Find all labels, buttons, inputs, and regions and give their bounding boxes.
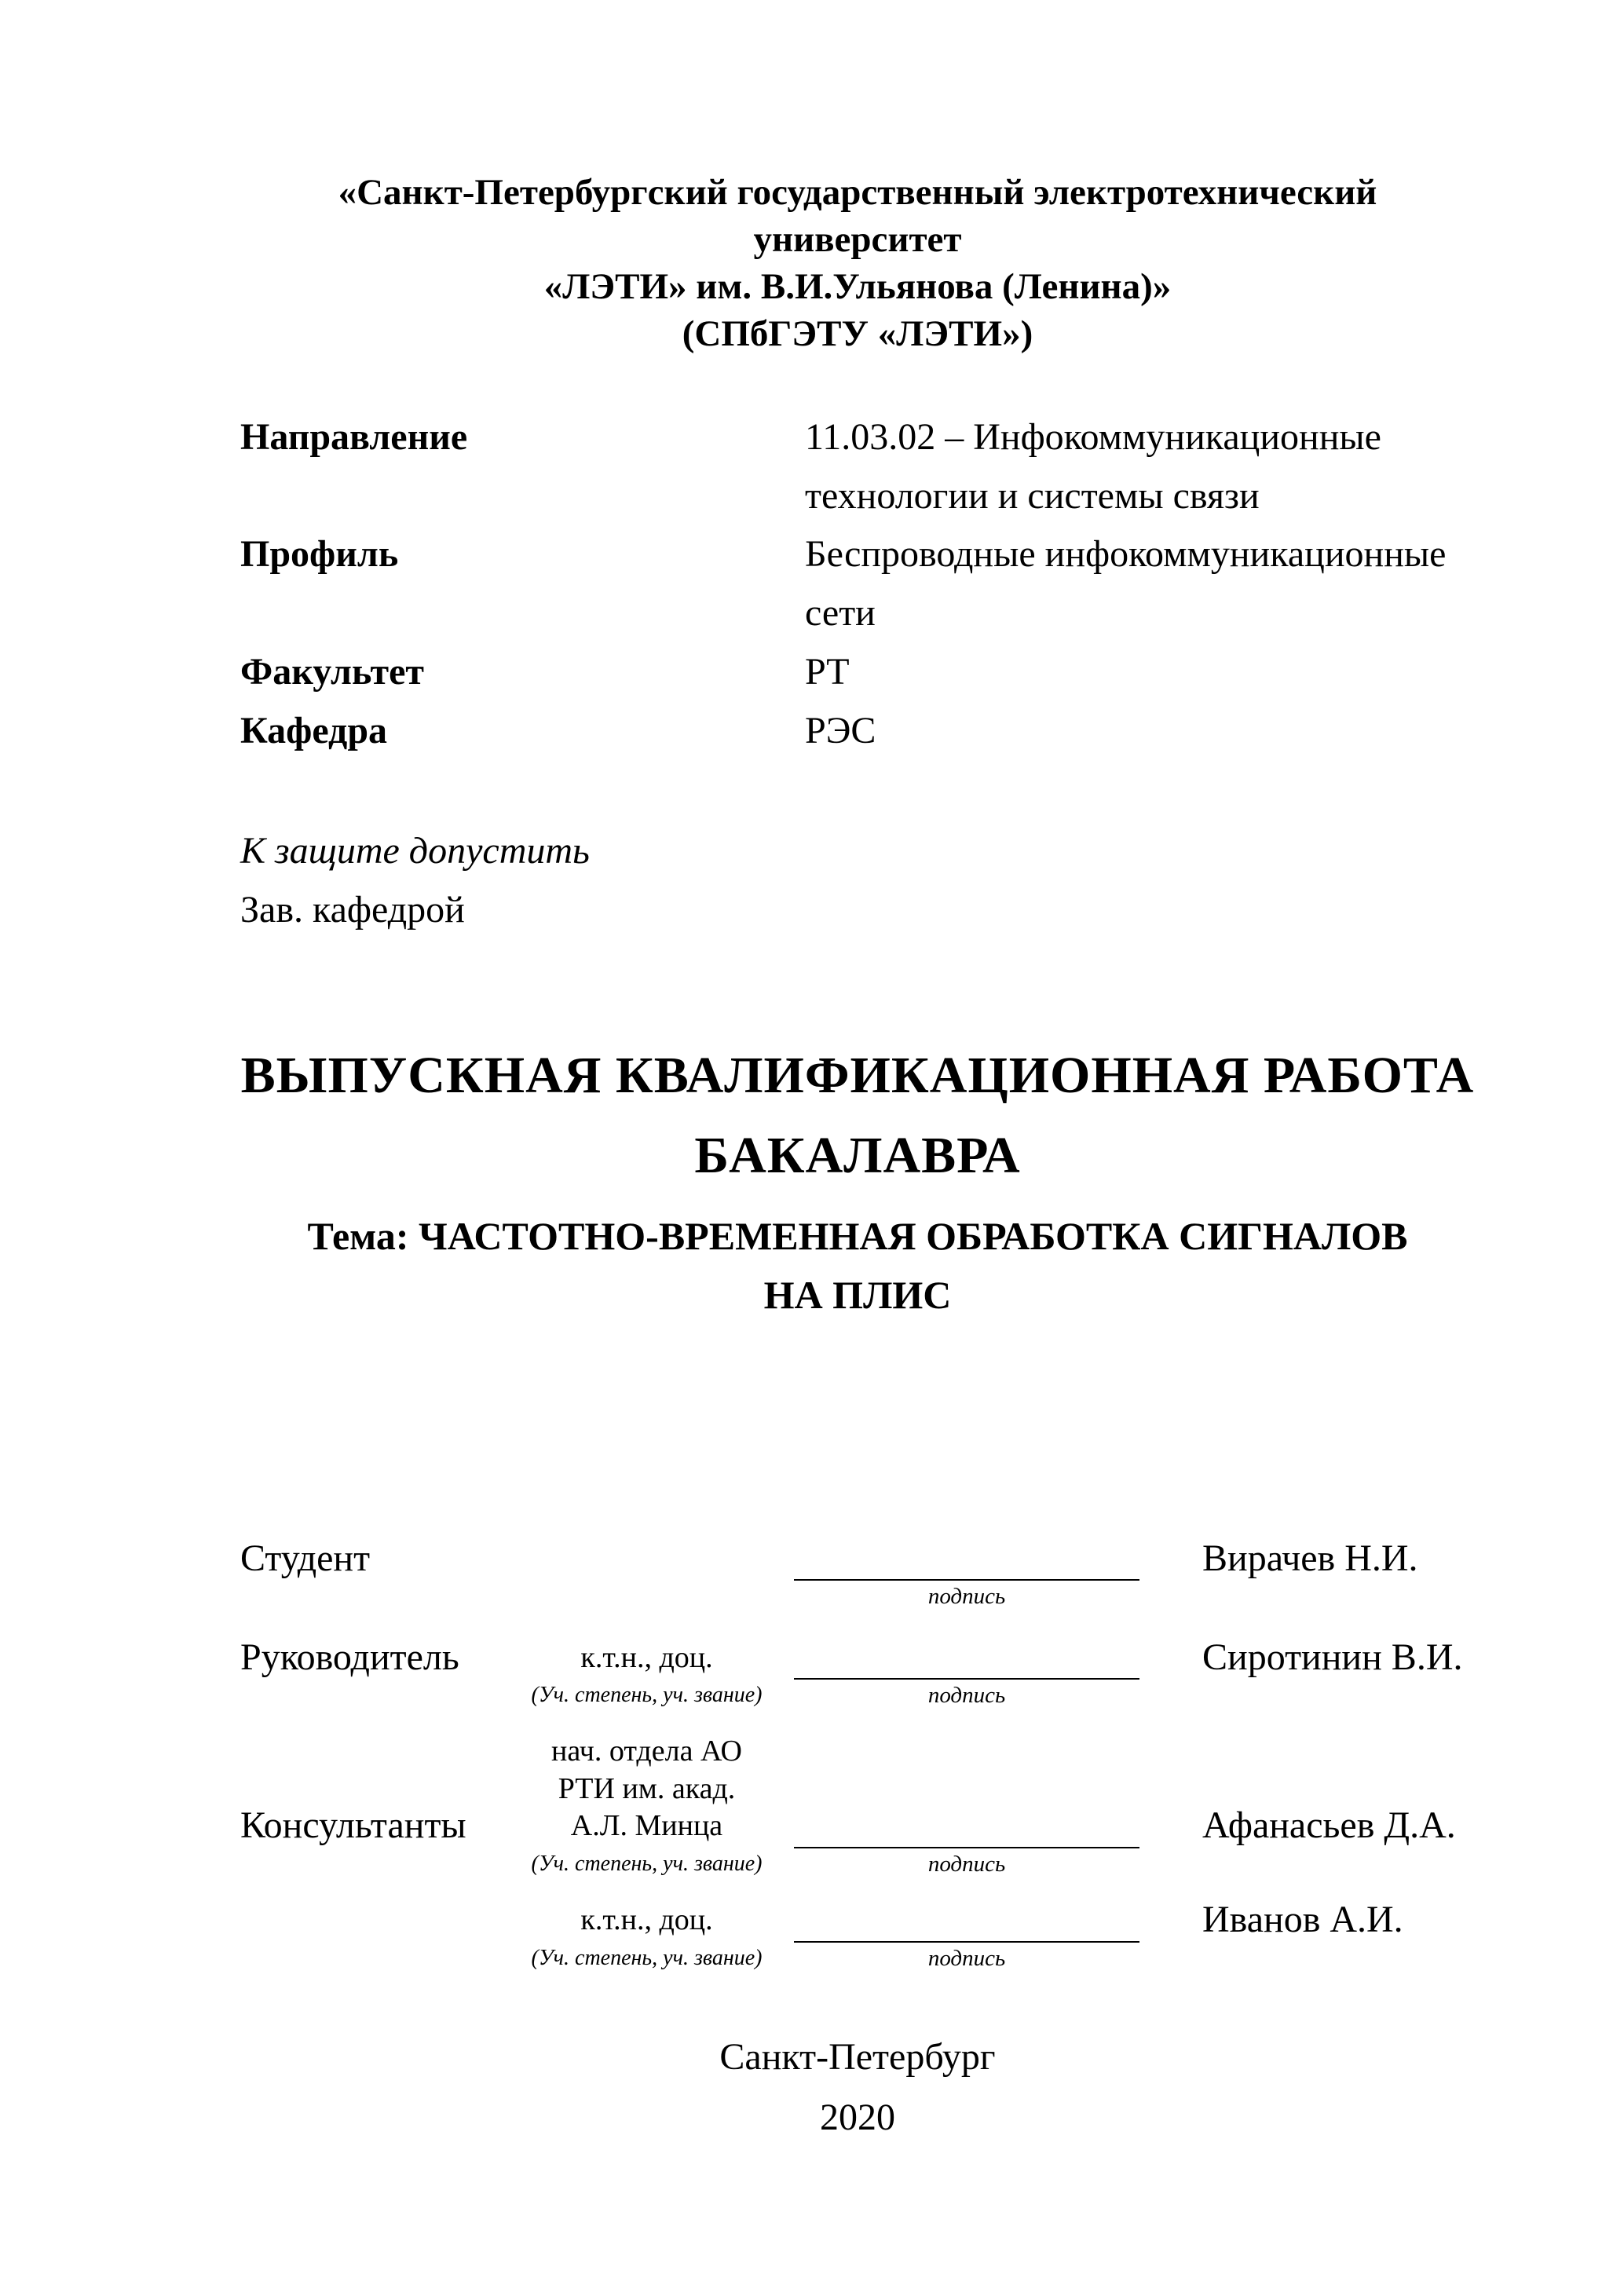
university-name-line1: «Санкт-Петербургский государственный электротехнический университет	[338, 172, 1377, 261]
program-info	[240, 408, 1475, 761]
approval-head-of-department: Зав. кафедрой	[240, 888, 465, 930]
department-value: РЭС	[805, 710, 876, 751]
profile-label: Профиль	[240, 533, 399, 576]
signature-row-consultant-2	[240, 1897, 1475, 1971]
consultant1-name: Афанасьев Д.А.	[1202, 1804, 1456, 1847]
signature-line	[794, 1897, 1139, 1971]
signature-line	[794, 1535, 1139, 1610]
department-label: Кафедра	[240, 710, 388, 751]
degree-note: (Уч. степень, уч. звание)	[531, 1683, 763, 1708]
supervisor-degree-cell	[499, 1640, 794, 1708]
city-label: Санкт-Петербург	[719, 2035, 996, 2078]
signature-caption: подпись	[927, 1683, 1006, 1709]
consultant2-degree: к.т.н., доц.	[580, 1903, 713, 1937]
signature-caption: подпись	[927, 1945, 1006, 1971]
approval-permission-text: К защите допустить	[240, 829, 590, 872]
work-title-line2: БАКАЛАВРА	[694, 1126, 1021, 1184]
footer-block	[240, 2027, 1475, 2148]
program-row-faculty	[240, 643, 1475, 702]
work-title-block	[240, 1036, 1475, 1325]
role-label-supervisor: Руководитель	[240, 1636, 459, 1678]
approval-block	[240, 822, 1475, 940]
program-row-direction	[240, 408, 1475, 526]
signature-line	[794, 1803, 1139, 1877]
consultant1-degree: нач. отдела АО РТИ им. акад. А.Л. Минца	[551, 1735, 742, 1843]
direction-value: 11.03.02 – Инфокоммуникационные технологии и системы связи	[805, 415, 1381, 517]
signature-line	[794, 1634, 1139, 1709]
program-row-department	[240, 702, 1475, 761]
consultant1-degree-cell	[499, 1733, 794, 1876]
work-topic: Тема: ЧАСТОТНО-ВРЕМЕННАЯ ОБРАБОТКА СИГНАЛОВ НА ПЛИС	[307, 1214, 1408, 1318]
student-name: Вирачев Н.И.	[1202, 1537, 1418, 1579]
degree-note: (Уч. степень, уч. звание)	[531, 1851, 763, 1876]
degree-cell-empty	[499, 1578, 794, 1581]
supervisor-name: Сиротинин В.И.	[1202, 1636, 1463, 1678]
program-row-profile	[240, 525, 1475, 643]
signature-caption: подпись	[927, 1851, 1006, 1877]
university-name-line3: (СПбГЭТУ «ЛЭТИ»)	[682, 313, 1033, 355]
signatures-section	[240, 1535, 1475, 1971]
signature-row-student	[240, 1535, 1475, 1610]
consultant2-degree-cell	[499, 1902, 794, 1970]
work-title-line1: ВЫПУСКНАЯ КВАЛИФИКАЦИОННАЯ РАБОТА	[240, 1046, 1475, 1104]
degree-note: (Уч. степень, уч. звание)	[531, 1945, 763, 1970]
faculty-label: Факультет	[240, 651, 424, 693]
signature-caption: подпись	[927, 1584, 1006, 1610]
consultant2-name: Иванов А.И.	[1202, 1899, 1403, 1941]
university-header	[240, 169, 1475, 358]
profile-value: Беспроводные инфокоммуникационные сети	[805, 533, 1447, 634]
signature-row-consultant-1	[240, 1733, 1475, 1877]
supervisor-degree: к.т.н., доц.	[580, 1640, 713, 1674]
role-label-student: Студент	[240, 1537, 371, 1579]
signature-row-supervisor	[240, 1634, 1475, 1709]
role-label-consultants: Консультанты	[240, 1804, 466, 1847]
university-name-line2: «ЛЭТИ» им. В.И.Ульянова (Ленина)»	[543, 266, 1172, 308]
faculty-value: РТ	[805, 651, 850, 693]
direction-label: Направление	[240, 415, 468, 458]
year-label: 2020	[820, 2096, 895, 2138]
